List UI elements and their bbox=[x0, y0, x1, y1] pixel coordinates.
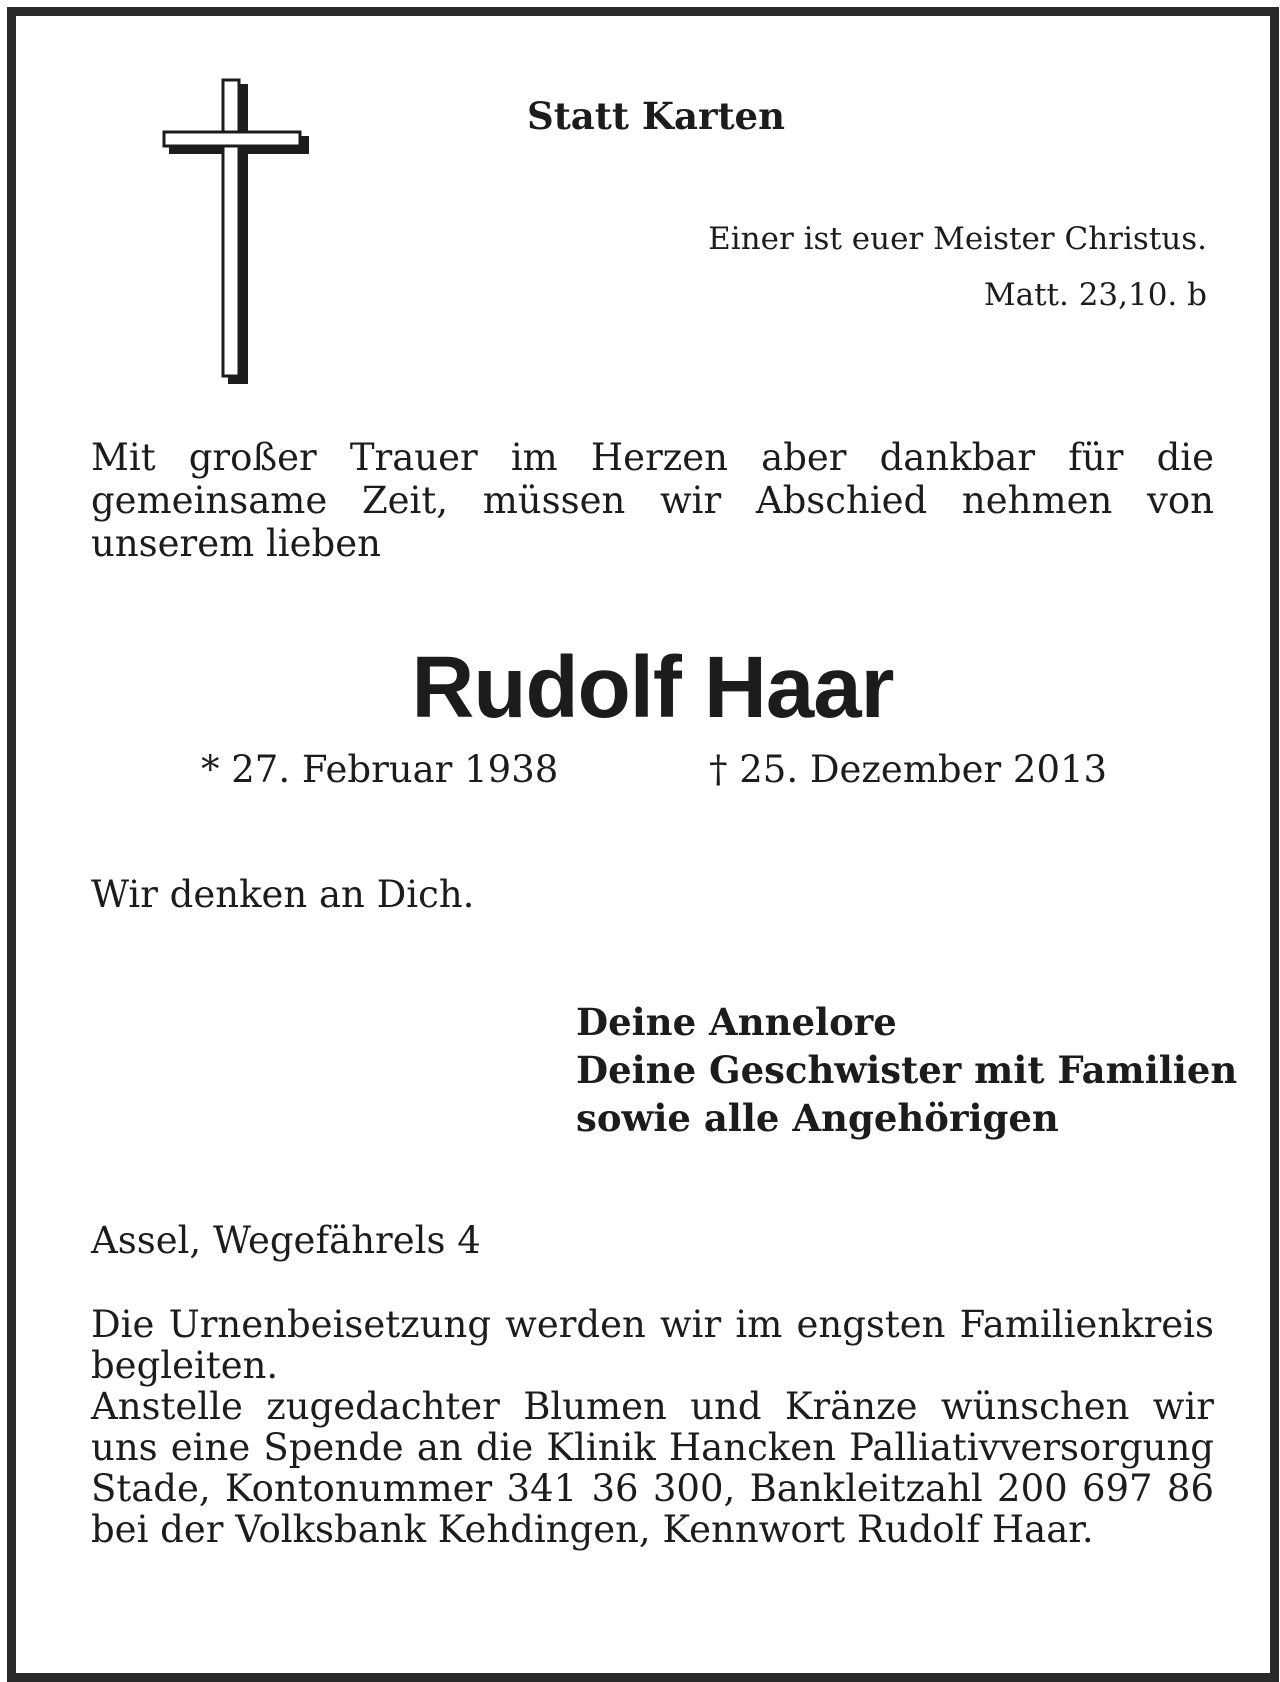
mourners-list bbox=[576, 998, 1237, 1142]
bible-verse: Einer ist euer Meister Christus. bbox=[708, 221, 1207, 257]
burial-notice: Die Urnenbeisetzung werden wir im engsten Familienkreis begleiten. bbox=[91, 1303, 1214, 1387]
bible-verse-reference: Matt. 23,10. b bbox=[983, 277, 1207, 313]
obituary-frame bbox=[7, 7, 1279, 1682]
birth-date: * 27. Februar 1938 bbox=[201, 748, 559, 791]
statt-karten-heading: Statt Karten bbox=[526, 94, 785, 138]
mourner-line: Deine Annelore bbox=[576, 1000, 897, 1044]
intro-paragraph: Mit großer Trauer im Herzen aber dankbar für die gemeinsame Zeit, müssen wir Abschied nehmen von unserem lieben bbox=[91, 436, 1214, 565]
cross-icon bbox=[161, 76, 311, 386]
remembrance-line: Wir denken an Dich. bbox=[91, 873, 475, 916]
deceased-name: Rudolf Haar bbox=[411, 639, 894, 736]
death-date: † 25. Dezember 2013 bbox=[709, 748, 1108, 791]
mourner-line: Deine Geschwister mit Familien bbox=[576, 1048, 1238, 1092]
notice-block bbox=[91, 1304, 1214, 1550]
donation-notice: Anstelle zugedachter Blumen und Kränze wünschen wir uns eine Spende an die Klinik Hancken Palliativversorgung Stade, Kontonummer 341 36 300, Bankleitzahl 200 697 86 bei der Volksbank Kehdingen, Kennwort Rudolf Haar. bbox=[91, 1385, 1214, 1551]
mourner-line: sowie alle Angehörigen bbox=[576, 1096, 1059, 1140]
address-line: Assel, Wegefährels 4 bbox=[91, 1219, 481, 1262]
